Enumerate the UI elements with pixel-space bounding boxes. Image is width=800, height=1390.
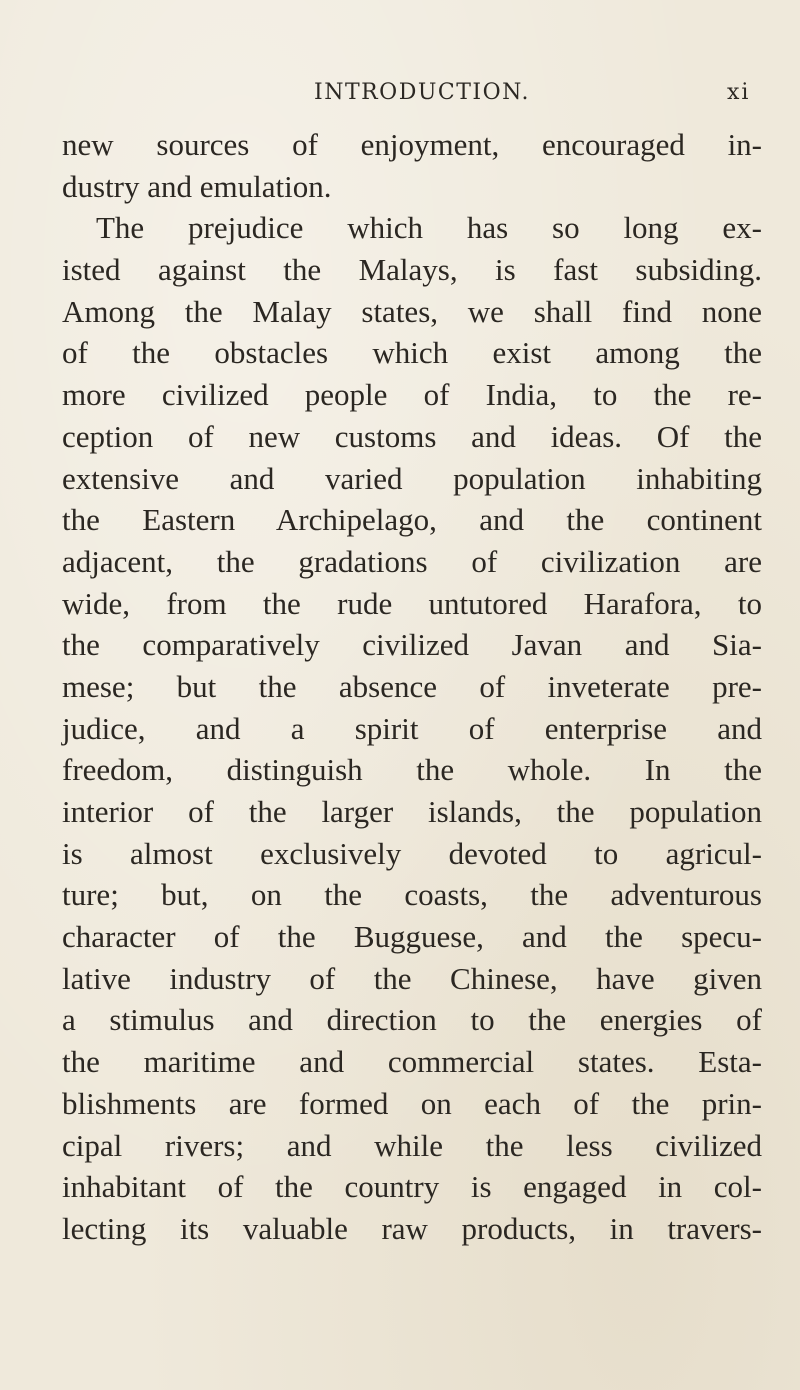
body-text	[62, 124, 762, 1250]
text-line: ture; but, on the coasts, the adventurous	[62, 877, 762, 913]
text-line: lecting its valuable raw products, in travers-	[62, 1210, 762, 1246]
text-line: freedom, distinguish the whole. In the	[62, 752, 762, 788]
text-line: Among the Malay states, we shall find none	[62, 293, 762, 329]
text-line: wide, from the rude untutored Harafora, to	[62, 585, 762, 621]
running-title: INTRODUCTION.	[314, 80, 530, 105]
text-line: is almost exclusively devoted to agricul-	[62, 835, 762, 871]
text-line: character of the Bugguese, and the specu-	[62, 919, 762, 955]
text-line: a stimulus and direction to the energies of	[62, 1002, 762, 1038]
text-line: interior of the larger islands, the population	[62, 794, 762, 829]
text-line: extensive and varied population inhabiting	[62, 460, 762, 496]
text-line: of the obstacles which exist among the	[62, 335, 762, 371]
page-number: xi	[727, 80, 751, 105]
text-line: ception of new customs and ideas. Of the	[62, 418, 762, 454]
text-line: adjacent, the gradations of civilization are	[62, 543, 762, 579]
text-line: new sources of enjoyment, encouraged in-	[62, 127, 762, 162]
text-line: The prejudice which has so long ex-	[96, 210, 762, 246]
text-line: the comparatively civilized Javan and Sia-	[62, 627, 762, 663]
text-line: more civilized people of India, to the re-	[62, 377, 762, 413]
text-line: isted against the Malays, is fast subsiding.	[62, 252, 762, 288]
text-line: cipal rivers; and while the less civilized	[62, 1127, 762, 1163]
text-line: inhabitant of the country is engaged in col-	[62, 1169, 762, 1205]
text-line: the maritime and commercial states. Esta-	[62, 1044, 762, 1080]
text-line: judice, and a spirit of enterprise and	[62, 710, 762, 746]
text-line: mese; but the absence of inveterate pre-	[62, 668, 762, 704]
text-line: dustry and emulation.	[62, 168, 332, 204]
text-line: blishments are formed on each of the prin-	[62, 1085, 762, 1121]
text-line: lative industry of the Chinese, have given	[62, 960, 762, 996]
text-line: the Eastern Archipelago, and the continent	[62, 502, 762, 538]
